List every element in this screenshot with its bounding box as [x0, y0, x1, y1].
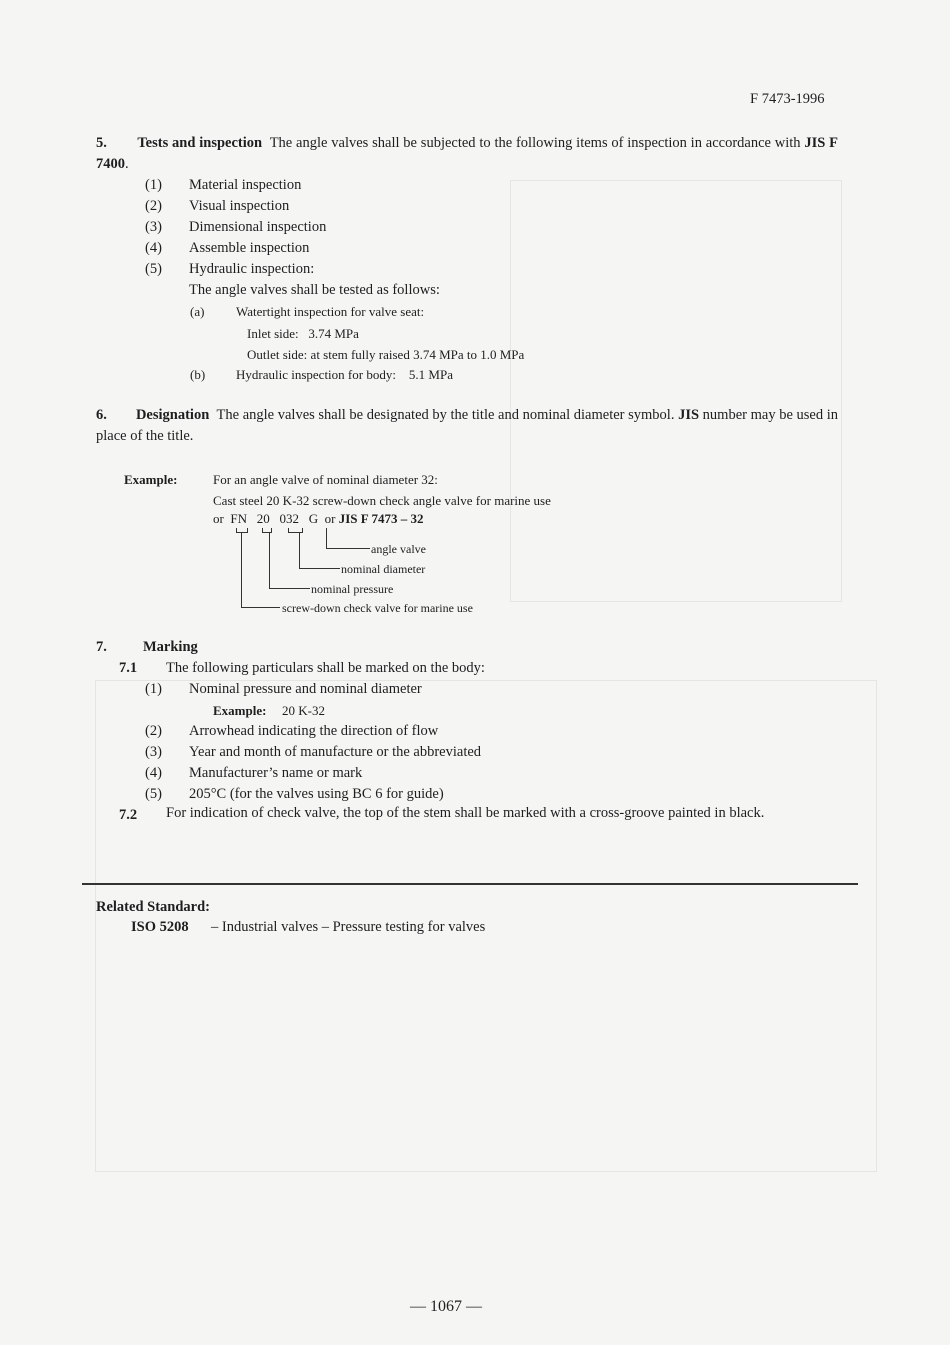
related-standard-desc: – Industrial valves – Pressure testing for valves: [211, 919, 486, 935]
outlet-side: Outlet side: at stem fully raised 3.74 MPa to 1.0 MPa: [247, 347, 525, 362]
list-item-num: (5): [145, 261, 162, 277]
section-number: 6.: [96, 407, 107, 423]
standard-ref: JIS F 7400: [96, 135, 838, 172]
section-text: The angle valves shall be designated by the title and nominal diameter symbol.: [216, 407, 679, 423]
sub-item: Watertight inspection for valve seat:: [236, 304, 425, 319]
section-title: Tests and inspection: [137, 135, 263, 151]
label-nominal-pressure: nominal pressure: [311, 582, 394, 596]
example-value: 20 K-32: [282, 703, 325, 718]
list-item-num: (1): [145, 681, 162, 697]
section-title: Designation: [135, 407, 210, 423]
subsection-number: 7.2: [119, 807, 138, 823]
sub-item: Hydraulic inspection for body: 5.1 MPa: [236, 367, 453, 382]
bleed-through-drawing: [510, 180, 842, 602]
list-item: Material inspection: [189, 177, 302, 193]
list-item-num: (3): [145, 744, 162, 760]
section-title: Marking: [143, 639, 198, 655]
doc-id: F 7473-1996: [750, 91, 825, 107]
list-item-num: (3): [145, 219, 162, 235]
section-number: 5.: [96, 135, 107, 151]
tested-text: The angle valves shall be tested as follows:: [189, 282, 440, 298]
related-standard-id: ISO 5208: [131, 919, 189, 935]
example-line: Cast steel 20 K-32 screw-down check angle valve for marine use: [213, 493, 551, 508]
code-pressure: 20: [256, 511, 270, 526]
code-jis: JIS F 7473 – 32: [338, 511, 424, 526]
inlet-side: Inlet side: 3.74 MPa: [247, 326, 359, 341]
list-item-num: (2): [145, 723, 162, 739]
list-item: Dimensional inspection: [189, 219, 327, 235]
subsection-text: The following particulars shall be marked on the body:: [166, 660, 485, 676]
list-item-num: (4): [145, 765, 162, 781]
list-item: Manufacturer’s name or mark: [189, 765, 363, 781]
jis-ref: JIS: [678, 407, 700, 423]
code-g: G: [308, 511, 319, 526]
example-label: Example:: [124, 472, 178, 487]
example-label: Example:: [213, 703, 267, 718]
section-number: 7.: [96, 639, 107, 655]
list-item: Visual inspection: [189, 198, 290, 214]
list-item: Hydraulic inspection:: [189, 261, 315, 277]
list-item: Nominal pressure and nominal diameter: [189, 681, 422, 697]
list-item: Arrowhead indicating the direction of flow: [189, 723, 439, 739]
section-text: The angle valves shall be subjected to the following items of inspection in accordance with: [269, 135, 805, 151]
code-diameter: 032: [279, 511, 299, 526]
list-item-num: (4): [145, 240, 162, 256]
subsection-text: For indication of check valve, the top of the stem shall be marked with a cross-groove painted in black.: [166, 805, 765, 821]
list-item-num: (2): [145, 198, 162, 214]
list-item: 205°C (for the valves using BC 6 for guide): [189, 786, 444, 802]
example-line: For an angle valve of nominal diameter 32:: [213, 472, 438, 487]
designation-code: [213, 510, 423, 528]
label-screw-down: screw-down check valve for marine use: [282, 601, 473, 615]
page-number: — 1067 —: [410, 1298, 482, 1315]
code-or: or: [324, 511, 336, 526]
list-item: Year and month of manufacture or the abbreviated: [189, 744, 482, 760]
related-standard-title: Related Standard:: [96, 899, 210, 915]
list-item: Assemble inspection: [189, 240, 310, 256]
sub-item-num: (a): [190, 304, 205, 319]
leader-screw: [241, 532, 280, 608]
section-5-intro: [96, 133, 838, 175]
sub-item-num: (b): [190, 367, 206, 382]
divider: [82, 883, 858, 885]
code-or: or: [213, 511, 224, 526]
code-fn: FN: [230, 511, 247, 526]
label-angle-valve: angle valve: [371, 542, 426, 556]
period: .: [125, 156, 129, 172]
section-text: number may be used in place of the title.: [96, 407, 839, 444]
list-item-num: (1): [145, 177, 162, 193]
label-nominal-diameter: nominal diameter: [341, 562, 426, 576]
subsection-number: 7.1: [119, 660, 138, 676]
section-6-intro: [96, 405, 838, 447]
list-item-num: (5): [145, 786, 162, 802]
